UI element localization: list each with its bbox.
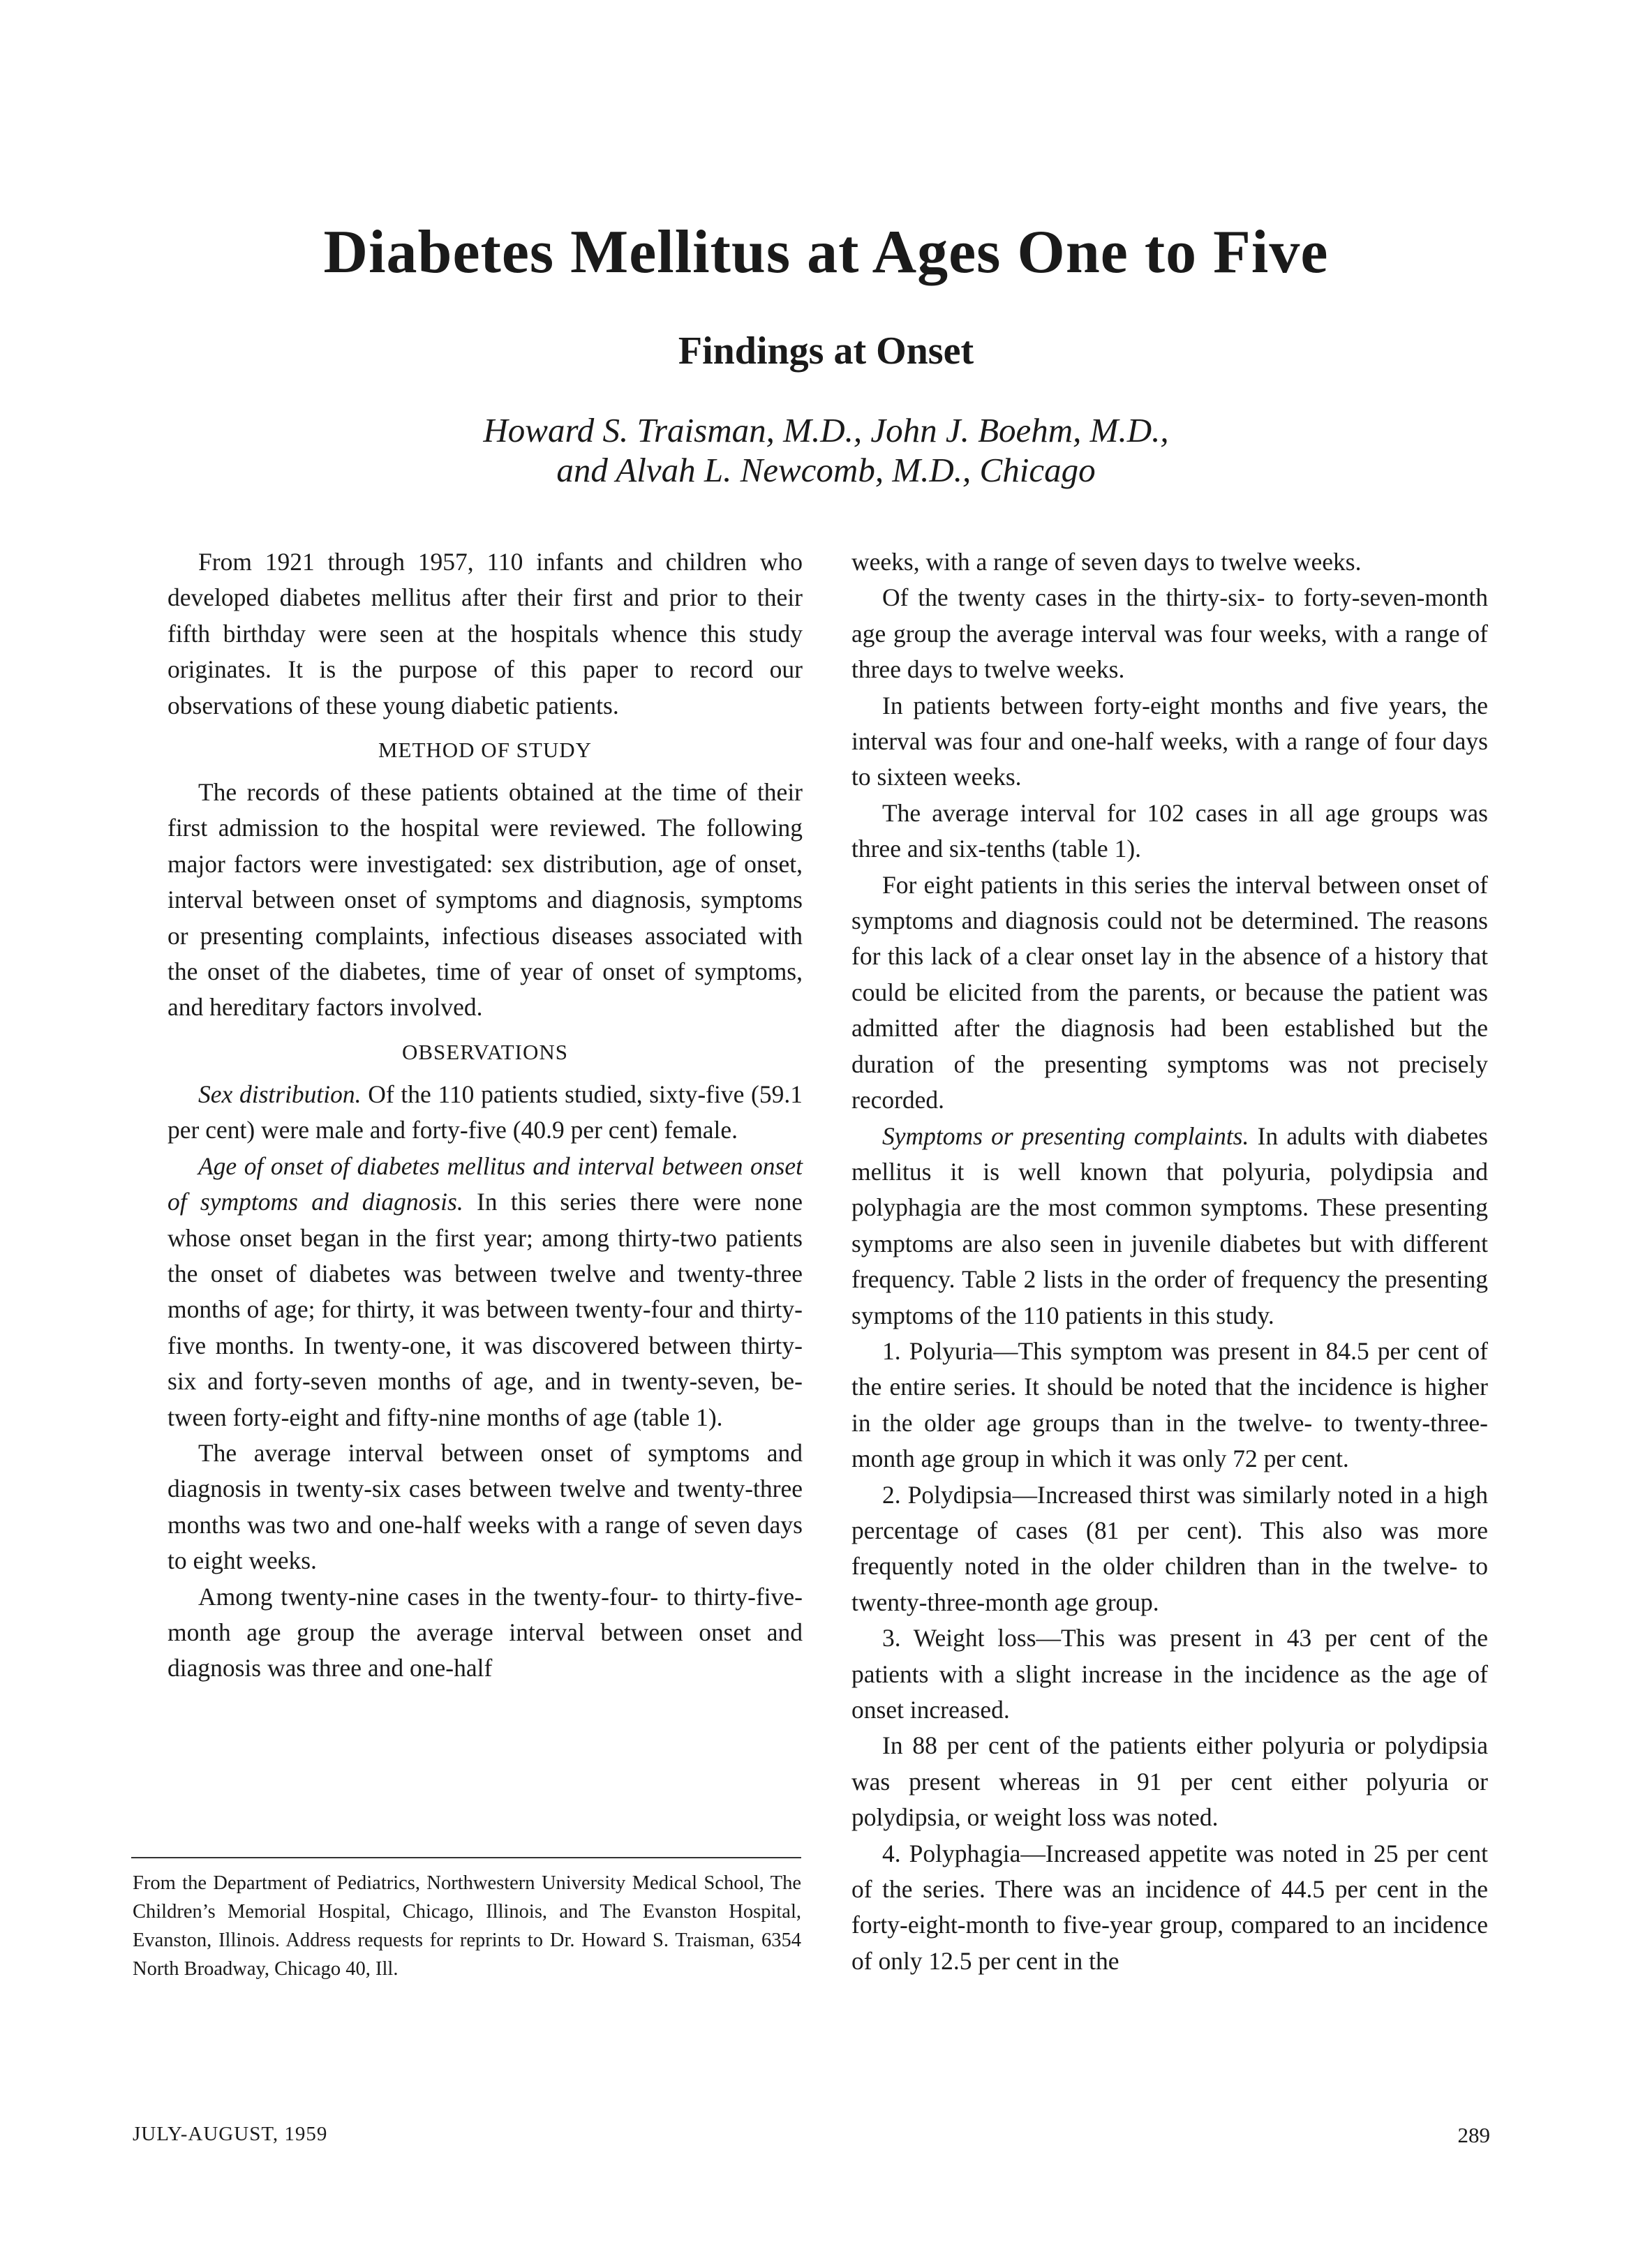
sex-distribution-paragraph bbox=[168, 1077, 803, 1149]
polydipsia-item: 2. Polydipsia—Increased thirst was similarly noted in a high percentage of cases (81 per cent). This also was more frequently noted in the older children than in the twelve- to twenty-three-month age group. bbox=[851, 1480, 1488, 1616]
symptoms-text: In adults with diabetes mellitus it is well known that polyuria, polydipsia and polyphagia are the most common symptoms. These presenting symptoms are also seen in juvenile diabetes but with different frequency. Table 2 lists in the order of frequency the presenting symptoms of the 110 patients in this study. bbox=[851, 1121, 1488, 1329]
observations-heading: OBSERVATIONS bbox=[401, 1039, 569, 1064]
polyuria-item: 1. Polyuria—This symptom was present in 84.5 per cent of the entire series. It should be noted that the incidence is higher in the older age groups than in the twelve- to twenty-three-month age group in which it was only 72 per cent. bbox=[851, 1336, 1488, 1473]
article-title: Diabetes Mellitus at Ages One to Five bbox=[323, 218, 1329, 286]
average-interval-paragraph: The average interval for 102 cases in all age groups was three and six-tenths (table 1). bbox=[851, 798, 1488, 863]
right-column bbox=[851, 544, 1488, 1979]
symptoms-paragraph bbox=[851, 1119, 1488, 1334]
continued-paragraph: weeks, with a range of seven days to twelve weeks. bbox=[851, 548, 1362, 576]
symptoms-label: Symptoms or presenting complaints. bbox=[882, 1121, 1249, 1150]
author-byline bbox=[0, 410, 1652, 490]
among-paragraph: Among twenty-nine cases in the twenty-four- to thirty-five-month age group the average interval between onset and diagnosis was three and one-half bbox=[168, 1582, 803, 1682]
combined-symptoms-paragraph: In 88 per cent of the patients either polyuria or polydipsia was present whereas in 91 per cent either polyuria or polydipsia, or weight loss was noted. bbox=[851, 1731, 1488, 1832]
weight-loss-item: 3. Weight loss—This was present in 43 per cent of the patients with a slight increase in the incidence as the age of onset increased. bbox=[851, 1624, 1488, 1724]
affiliation-footnote: From the Department of Pediatrics, Northwestern University Medical School, The Children’s Memorial Hospital, Chicago, Illinois, and The Evanston Hospital, Evanston, Illinois. Address requests for reprints to Dr. Howard S. Traisman, 6354 North Broadway, Chicago 40, Ill. bbox=[133, 1872, 801, 1980]
interval-paragraph: The average interval between onset of symptoms and diagnosis in twenty-six cases between twelve and twenty-three months was two and one-half weeks with a range of seven days to eight weeks. bbox=[168, 1438, 803, 1575]
age-onset-text: In this series there were none whose onset began in the first year; among thirty-two patients the onset of diabetes was between twelve and twenty-three months of age; for thirty, it was between twenty-four and thirty-five months. In twenty-one, it was discovered between thirty-six and forty-seven months of age, and in twenty-seven, between forty-eight and fifty-nine months of age (table 1). bbox=[168, 1188, 803, 1431]
footnote-divider bbox=[131, 1857, 801, 1858]
age-onset-paragraph bbox=[168, 1149, 803, 1435]
authors-line-1: Howard S. Traisman, M.D., John J. Boehm, M.D., bbox=[483, 411, 1169, 449]
issue-date: JULY-AUGUST, 1959 bbox=[133, 2123, 328, 2145]
age-onset-label: Age of onset of diabetes mellitus and interval between onset of symptoms and diagnosis. bbox=[168, 1151, 803, 1216]
interval-36-47-paragraph: Of the twenty cases in the thirty-six- to forty-seven-month age group the average interval was four weeks, with a range of three days to twelve weeks. bbox=[851, 583, 1488, 684]
intro-paragraph: From 1921 through 1957, 110 infants and children who developed diabetes mellitus after their first and prior to their fifth birthday were seen at the hospitals whence this study originates. It is the purpose of this paper to record our observations of these young diabetic patients. bbox=[168, 548, 803, 719]
left-column bbox=[168, 544, 803, 1687]
sex-distribution-label: Sex distribution. bbox=[198, 1080, 362, 1108]
sex-distribution-text: Of the 110 patients studied, sixty-five (59.1 per cent) were male and forty-five (40.9 per cent) female. bbox=[168, 1080, 803, 1144]
article-subtitle: Findings at Onset bbox=[678, 329, 974, 373]
method-paragraph: The records of these patients obtained at the time of their first admission to the hospital were reviewed. The following major factors were investigated: sex distribution, age of onset, interval between onset of symptoms and diagnosis, symptoms or presenting complaints, infectious diseases associated with the onset of the diabetes, time of year of onset of symptoms, and hereditary factors involved. bbox=[168, 778, 803, 1022]
authors-line-2: and Alvah L. Newcomb, M.D., Chicago bbox=[556, 451, 1096, 489]
method-heading: METHOD OF STUDY bbox=[378, 738, 593, 763]
undetermined-interval-paragraph: For eight patients in this series the interval between onset of symptoms and diagnosis could not be determined. The reasons for this lack of a clear onset lay in the absence of a history that could be elicited from the parents, or because the patient was admitted after the diagnosis had been established but the duration of the presenting symptoms was not precisely recorded. bbox=[851, 870, 1488, 1114]
polyphagia-item: 4. Polyphagia—Increased appetite was noted in 25 per cent of the series. There was an incidence of 44.5 per cent in the forty-eight-month to five-year group, compared to an incidence of only 12.5 per cent in the bbox=[851, 1839, 1488, 1975]
page-number: 289 bbox=[1457, 2123, 1490, 2147]
interval-48-60-paragraph: In patients between forty-eight months and five years, the interval was four and one-half weeks, with a range of four days to sixteen weeks. bbox=[851, 691, 1488, 791]
